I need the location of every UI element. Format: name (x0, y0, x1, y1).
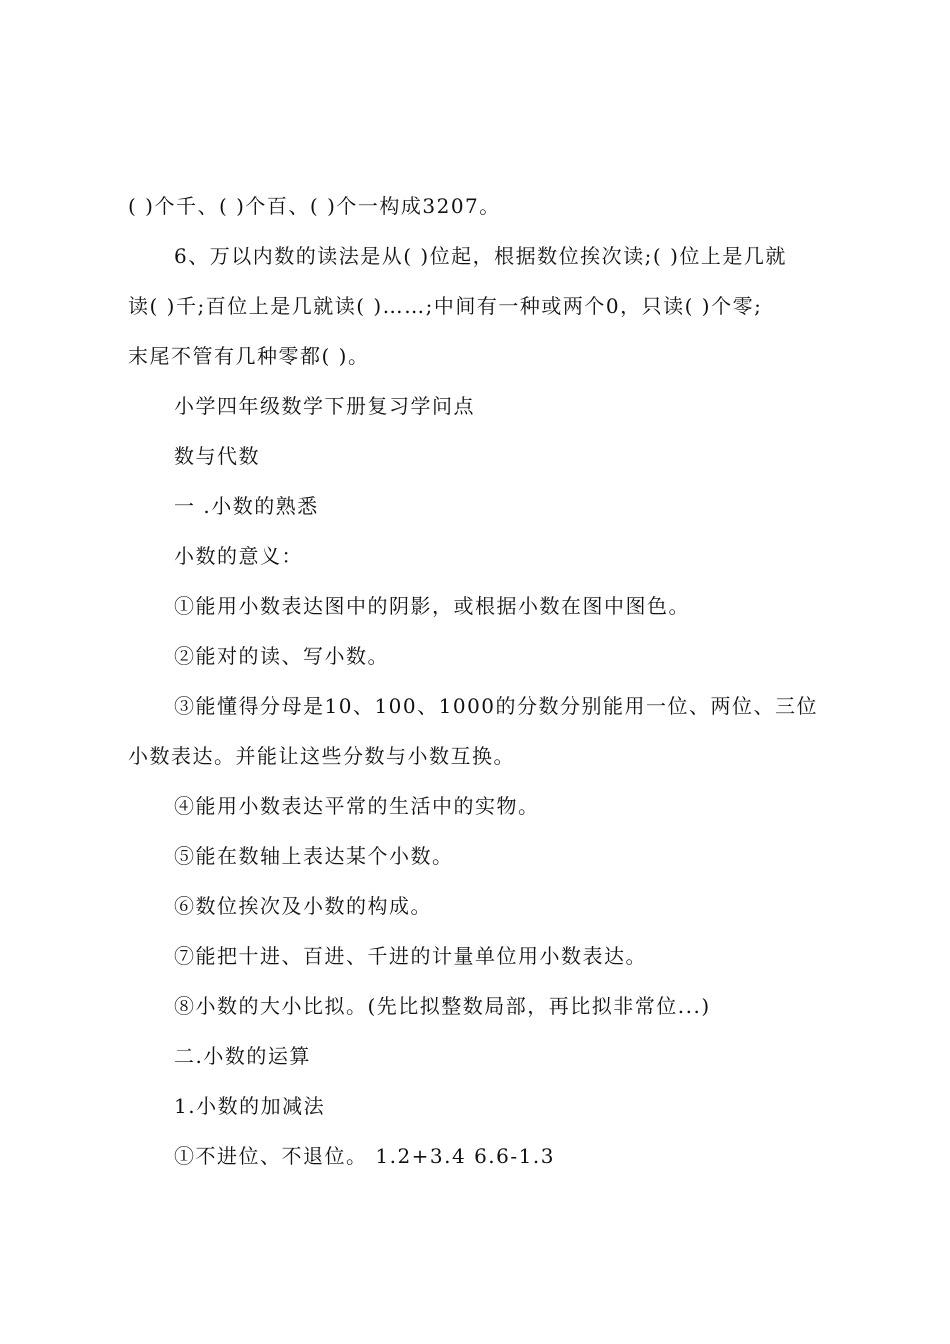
list-item-6: ⑥数位挨次及小数的构成。 (174, 894, 432, 918)
list-item-7: ⑦能把十进、百进、千进的计量单位用小数表达。 (174, 944, 647, 968)
text-line-reading-rule-1: 6、万以内数的读法是从( )位起，根据数位挨次读;( )位上是几就 (174, 244, 787, 268)
list-item-3-continued: 小数表达。并能让这些分数与小数互换。 (128, 744, 515, 768)
list-item-3: ③能懂得分母是10、100、1000的分数分别能用一位、两位、三位 (174, 694, 819, 718)
subheading-decimal-add-subtract: 1.小数的加减法 (174, 1094, 326, 1118)
list-item-1: ①能用小数表达图中的阴影，或根据小数在图中图色。 (174, 594, 690, 618)
list-item-5: ⑤能在数轴上表达某个小数。 (174, 844, 454, 868)
list-item-no-carry: ①不进位、不退位。 1.2+3.4 6.6-1.3 (174, 1144, 555, 1168)
section-heading-decimals: 一 .小数的熟悉 (174, 494, 319, 518)
text-line-reading-rule-3: 末尾不管有几种零都( )。 (128, 344, 370, 368)
section-title-review: 小学四年级数学下册复习学问点 (174, 394, 475, 418)
list-item-8: ⑧小数的大小比拟。(先比拟整数局部，再比拟非常位...) (174, 994, 711, 1018)
text-line-fill-blank-3207: ( )个千、( )个百、( )个一构成3207。 (128, 194, 501, 218)
section-heading-decimal-operations: 二.小数的运算 (174, 1044, 311, 1068)
text-line-reading-rule-2: 读( )千;百位上是几就读( )……;中间有一种或两个0，只读( )个零; (128, 294, 763, 318)
section-heading-number-algebra: 数与代数 (174, 444, 260, 468)
list-item-4: ④能用小数表达平常的生活中的实物。 (174, 794, 540, 818)
subheading-decimal-meaning: 小数的意义： (174, 544, 303, 568)
list-item-2: ②能对的读、写小数。 (174, 644, 389, 668)
